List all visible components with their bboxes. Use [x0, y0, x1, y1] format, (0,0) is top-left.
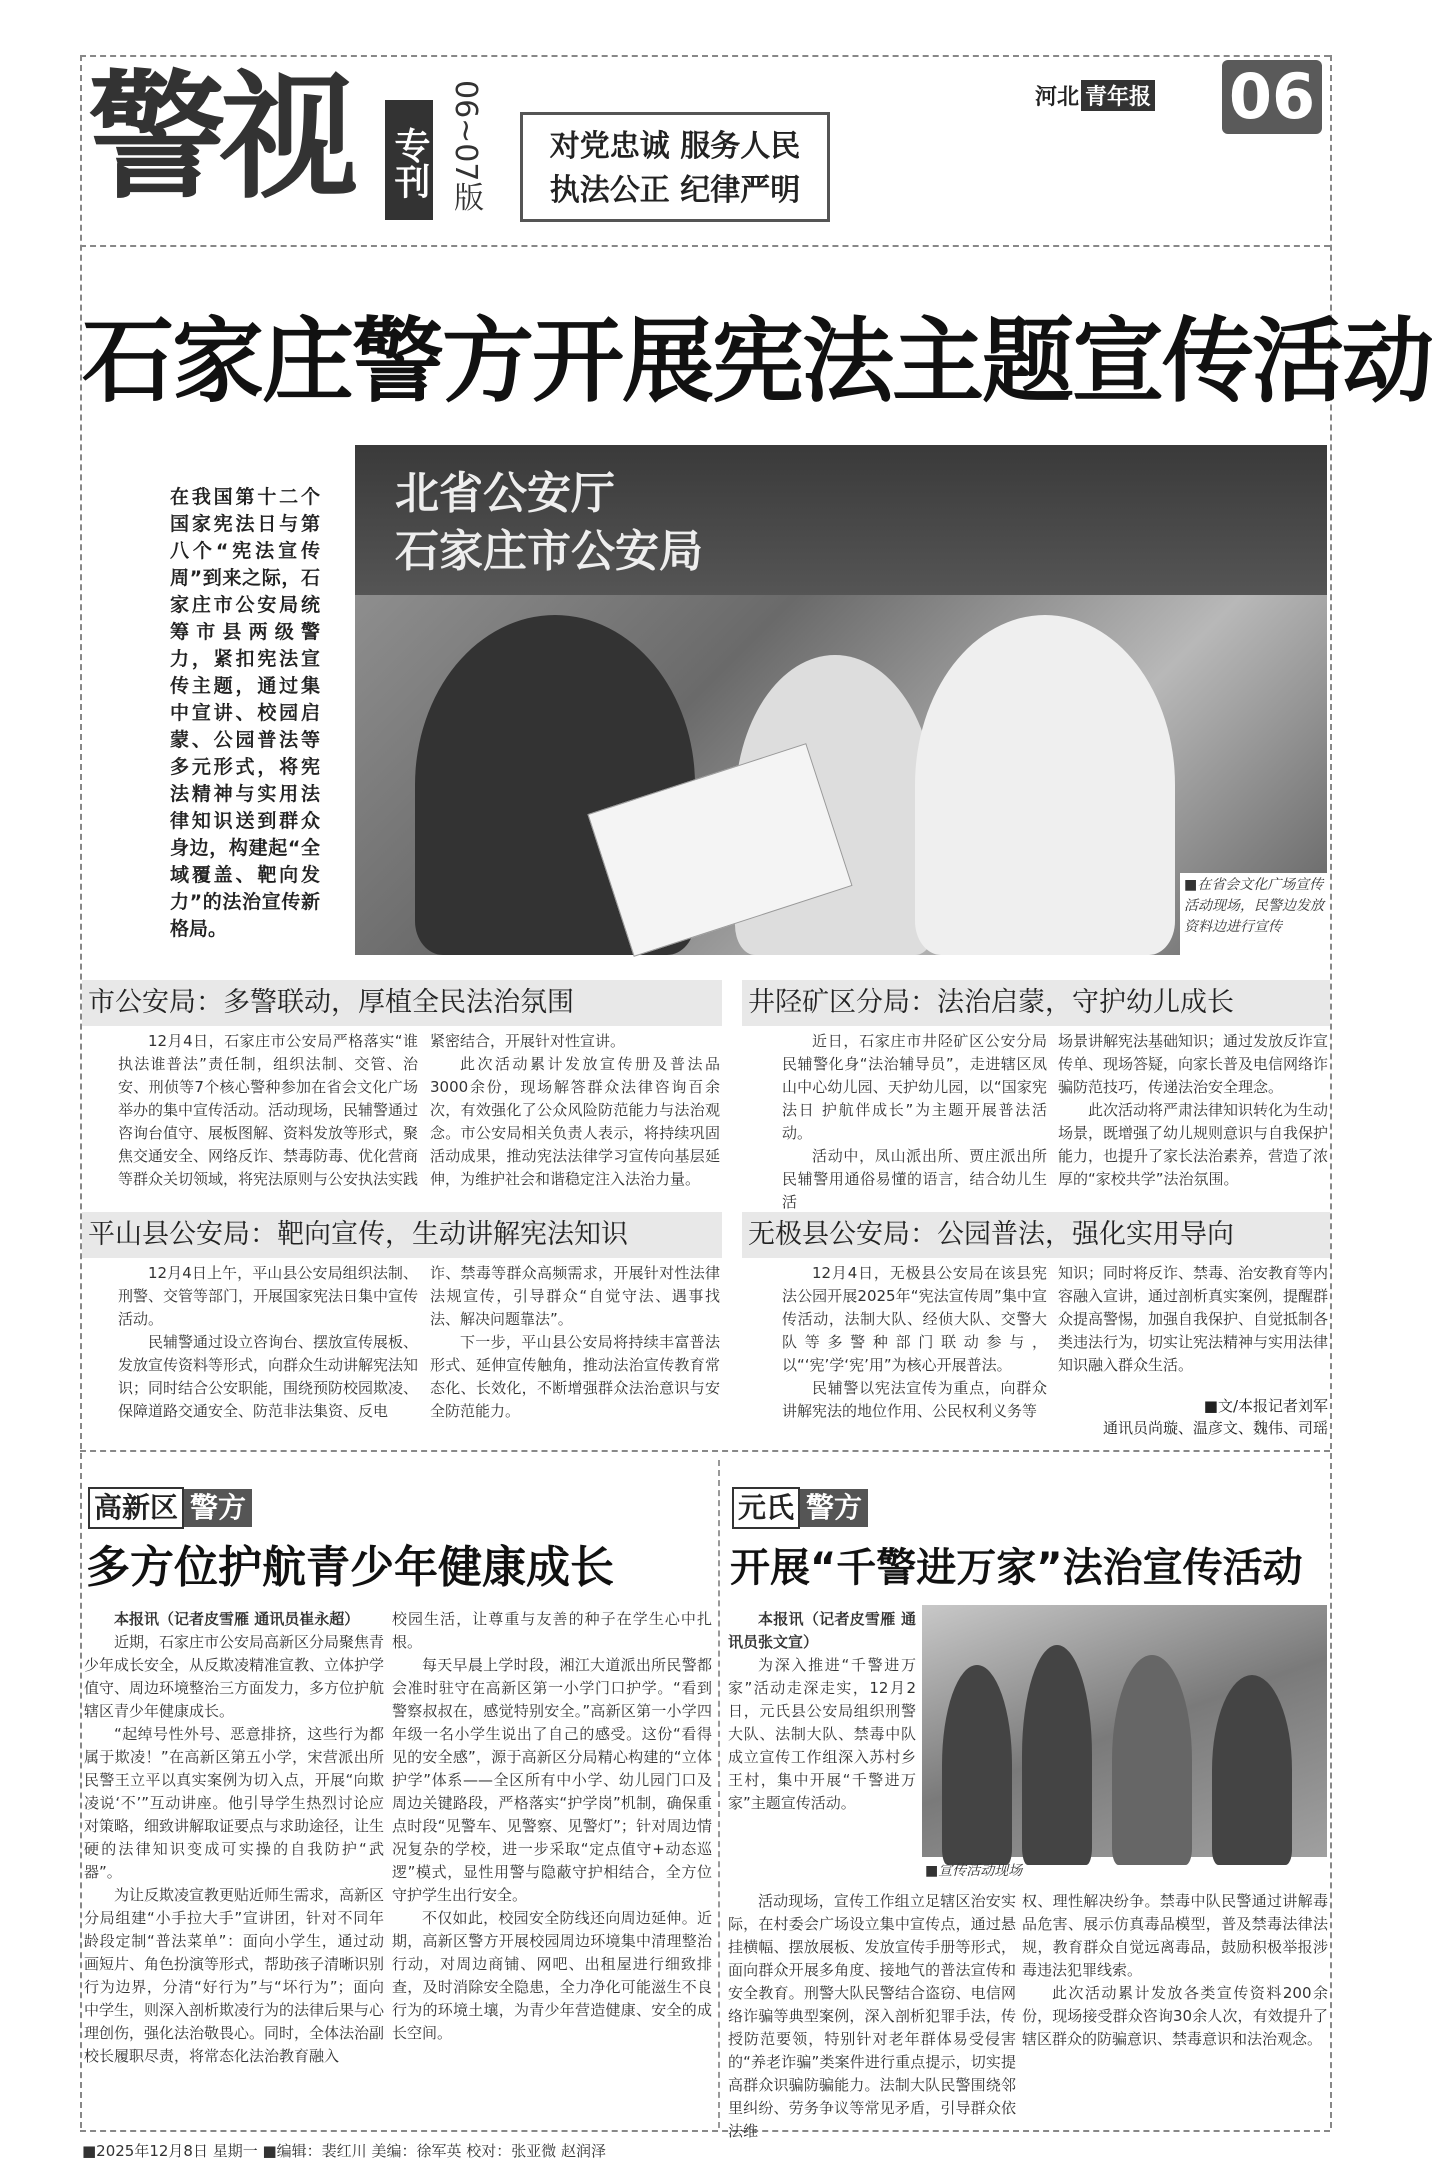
yuanshi-photo: [922, 1605, 1327, 1857]
section-pingshan-col-1: [118, 1262, 418, 1440]
tag-gaoxin: [88, 1487, 252, 1525]
paragraph: 民辅警通过设立咨询台、摆放宣传展板、发放宣传资料等形式，向群众生动讲解宪法知识；同时结合公安职能，围绕预防校园欺凌、保障道路交通安全、防范非法集资、反电: [118, 1333, 419, 1420]
person-figure: [1212, 1675, 1292, 1865]
paragraph: 下一步，平山县公安局将持续丰富普法形式、延伸宣传触角，推动法治宣传教育常态化、长效化，不断增强群众法治意识与安全防范能力。: [430, 1333, 720, 1420]
paragraph: 诈、禁毒等群众高频需求，开展针对性法律法规宣传，引导群众“自觉守法、遇事找法、解决问题靠法”。: [430, 1264, 720, 1328]
paragraph: 活动现场，宣传工作组立足辖区治安实际，在村委会广场设立集中宣传点，通过悬挂横幅、摆放展板、发放宣传手册等形式，面向群众开展多角度、接地气的普法宣传和安全教育。刑警大队民警结合盗窃、电信网络诈骗等典型案例，深入剖析犯罪手法，传授防范要领，特别针对老年群体易受侵害的“养老诈骗”类案件进行重点提示，切实提高群众识骗防骗能力。法制大队民警围绕邻里纠纷、劳务争议等常见矛盾，引导群众依法维: [728, 1892, 1016, 2140]
paragraph: 此次活动累计发放宣传册及普法品3000余份，现场解答群众法律咨询百余次，有效强化了公众风险防范能力与法治观念。市公安局相关负责人表示，将持续巩固活动成果，推动宪法法律学习宣传向基层延伸，为维护社会和谐稳定注入法治力量。: [430, 1055, 720, 1188]
page-footer: ■2025年12月8日 星期一 ■编辑：裴红川 美编：徐军英 校对：张亚微 赵润泽: [82, 2142, 606, 2160]
edition-pages: 06~07版: [448, 80, 483, 212]
paragraph: 校园生活，让尊重与友善的种子在学生心中扎根。: [392, 1610, 712, 1651]
yuanshi-headline: 开展“千警进万家”法治宣传活动: [730, 1545, 1303, 1591]
paragraph: 每天早晨上学时段，湘江大道派出所民警都会准时驻守在高新区第一小学门口护学。“看到警察叔叔在，感觉特别安全。”高新区第一小学四年级一名小学生说出了自己的感受。这份“看得见的安全感”，源于高新区分局精心构建的“立体护学”体系——全区所有中小学、幼儿园门口及周边关键路段，严格落实“护学岗”机制，确保重点时段“见警车、见警察、见警灯”；针对周边情况复杂的学校，进一步采取“定点值守+动态巡逻”模式，显性用警与隐蔽守护相结合，全方位守护学生出行安全。: [392, 1656, 712, 1904]
main-headline: 石家庄警方开展宪法主题宣传活动: [82, 308, 1432, 415]
section-pingshan-col-2: [430, 1262, 720, 1440]
paragraph: 权、理性解决纷争。禁毒中队民警通过讲解毒品危害、展示仿真毒品模型，普及禁毒法律法规，教育群众自觉远离毒品，鼓励积极举报涉毒违法犯罪线索。: [1022, 1892, 1328, 1979]
section-title-jingxing: 井陉矿区分局：法治启蒙，守护幼儿成长: [742, 980, 1330, 1026]
section-city-col-2: [430, 1030, 720, 1208]
footer-divider: [80, 2130, 1330, 2132]
zhuankan-label: 专刊: [385, 100, 433, 220]
paragraph: 场景讲解宪法基础知识；通过发放反诈宣传单、现场答疑，向家长普及电信网络诈骗防范技巧，传递法治安全理念。: [1058, 1032, 1329, 1096]
newspaper-logo: [1035, 80, 1185, 120]
logo-name: 青年报: [1081, 80, 1155, 111]
tag-region: 高新区: [88, 1487, 184, 1529]
section-jingxing-col-2: [1058, 1030, 1328, 1208]
paragraph: 近日，石家庄市井陉矿区公安分局民辅警化身“法治辅导员”，走进辖区凤山中心幼儿园、天护幼儿园，以“国家宪法日 护航伴成长”为主题开展普法活动。: [782, 1032, 1047, 1142]
slogan-line-1: 对党忠诚 服务人民: [549, 129, 801, 164]
paragraph: 为深入推进“千警进万家”活动走深走实，12月2日，元氏县公安局组织刑警大队、法制大队、禁毒中队成立宣传工作组深入苏村乡王村，集中开展“千警进万家”主题宣传活动。: [728, 1656, 916, 1812]
paragraph: 民辅警以宪法宣传为重点，向群众讲解宪法的地位作用、公民权利义务等: [782, 1379, 1047, 1420]
citizen-figure: [915, 615, 1175, 955]
section-title-wuji: 无极县公安局：公园普法，强化实用导向: [742, 1212, 1330, 1258]
paragraph: 此次活动累计发放各类宣传资料200余份，现场接受群众咨询30余人次，有效提升了辖区群众的防骗意识、禁毒意识和法治观念。: [1022, 1984, 1328, 2048]
paragraph: 活动中，凤山派出所、贾庄派出所民辅警用通俗易懂的语言，结合幼儿生活: [782, 1147, 1047, 1211]
paragraph: 为让反欺凌宣教更贴近师生需求，高新区分局组建“小手拉大手”宣讲团，针对不同年龄段定制“普法菜单”：面向小学生，通过动画短片、角色扮演等形式，帮助孩子清晰识别行为边界，分清“好行为”与“坏行为”；面向中学生，则深入剖析欺凌行为的法律后果与心理创伤，强化法治敬畏心。同时，全体法治副校长履职尽责，将常态化法治教育融入: [84, 1886, 385, 2065]
tag-region: 元氏: [732, 1487, 800, 1529]
column-divider: [718, 1460, 720, 2128]
yuanshi-col-2: [1022, 1890, 1328, 2128]
byline-reporter: ■文/本报记者刘军: [1203, 1397, 1328, 1415]
masthead-title: 警视: [88, 57, 353, 218]
section-city-col-1: [118, 1030, 418, 1208]
bottom-section-divider: [80, 1450, 1330, 1452]
paragraph: 知识；同时将反诈、禁毒、治安教育等内容融入宣讲，通过剖析真实案例，提醒群众提高警惕，加强自我保护、自觉抵制各类违法行为，切实让宪法精神与实用法律知识融入群众生活。: [1058, 1264, 1329, 1374]
section-title-pingshan: 平山县公安局：靶向宣传，生动讲解宪法知识: [82, 1212, 722, 1258]
yuanshi-photo-caption: ■宣传活动现场: [925, 1863, 1023, 1879]
tag-police: 警方: [184, 1489, 252, 1527]
section-wuji-col-1: [782, 1262, 1047, 1440]
paragraph: 紧密结合，开展针对性宣讲。: [430, 1032, 626, 1050]
person-figure: [1112, 1655, 1192, 1865]
intro-paragraph: 在我国第十二个国家宪法日与第八个“宪法宣传周”到来之际，石家庄市公安局统筹市县两级警力，紧扣宪法宣传主题，通过集中宣讲、校园启蒙、公园普法等多元形式，将宪法精神与实用法律知识送到群众身边，构建起“全域覆盖、靶向发力”的法治宣传新格局。: [170, 486, 320, 940]
tag-police: 警方: [800, 1489, 868, 1527]
paragraph: 12月4日上午，平山县公安局组织法制、刑警、交管等部门，开展国家宪法日集中宣传活动。: [118, 1264, 419, 1328]
dateline: 本报讯（记者皮雪雁 通讯员崔永超）: [114, 1610, 360, 1628]
paragraph: 12月4日，无极县公安局在该县宪法公园开展2025年“宪法宣传周”集中宣传活动，法制大队、经侦大队、交警大队等多警种部门联动参与，以“‘宪’学‘宪’用”为核心开展普法。: [782, 1264, 1047, 1374]
yuanshi-col-1-top: [728, 1608, 916, 1888]
yuanshi-col-1-bottom: [728, 1890, 1016, 2140]
paragraph: 近期，石家庄市公安局高新区分局聚焦青少年成长安全，从反欺凌精准宣教、立体护学值守、周边环境整治三方面发力，多方位护航辖区青少年健康成长。: [84, 1633, 385, 1720]
slogan-line-2: 执法公正 纪律严明: [549, 173, 801, 208]
photo-banner: 北省公安厅 石家庄市公安局: [355, 445, 1327, 595]
main-photo-caption: ■在省会文化广场宣传活动现场，民警边发放资料边进行宣传: [1180, 873, 1330, 958]
tag-yuanshi: [732, 1487, 868, 1525]
person-figure: [942, 1665, 1012, 1865]
section-jingxing-col-1: [782, 1030, 1047, 1211]
paragraph: 12月4日，石家庄市公安局严格落实“谁执法谁普法”责任制，组织法制、交管、治安、刑侦等7个核心警种参加在省会文化广场举办的集中宣传活动。活动现场，民辅警通过咨询台值守、展板图解、资料发放等形式，聚焦交通安全、网络反诈、禁毒防毒、优化营商等群众关切领域，将宪法原则与公安执法实践: [118, 1032, 419, 1188]
paragraph: 此次活动将严肃法律知识转化为生动场景，既增强了幼儿规则意识与自我保护能力，也提升了家长法治素养，营造了浓厚的“家校共学”法治氛围。: [1058, 1101, 1329, 1188]
person-figure: [1022, 1645, 1092, 1865]
logo-region: 河北: [1035, 85, 1080, 110]
gaoxin-headline: 多方位护航青少年健康成长: [86, 1542, 614, 1593]
masthead-divider: [80, 245, 1330, 247]
gaoxin-col-1: [84, 1608, 384, 2128]
paragraph: 不仅如此，校园安全防线还向周边延伸。近期，高新区警方开展校园周边环境集中清理整治行动，对周边商铺、网吧、出租屋进行细致排查，及时消除安全隐患，全力净化可能滋生不良行为的环境土壤，为青少年营造健康、安全的成长空间。: [392, 1909, 712, 2042]
byline: [1058, 1395, 1328, 1439]
dateline: 本报讯（记者皮雪雁 通讯员张文宣）: [728, 1610, 916, 1651]
page-number: 06: [1222, 60, 1322, 134]
section-title-city: 市公安局：多警联动，厚植全民法治氛围: [82, 980, 722, 1026]
section-wuji-col-2: [1058, 1262, 1328, 1394]
slogan-box: [520, 112, 830, 222]
paragraph: “起绰号性外号、恶意排挤，这些行为都属于欺凌！”在高新区第五小学，宋营派出所民警王立平以真实案例为切入点，开展“向欺凌说‘不’”互动讲座。他引导学生热烈讨论应对策略，细致讲解取证要点与求助途径，让生硬的法律知识变成可实操的自我防护“武器”。: [84, 1725, 385, 1881]
byline-correspondents: 通讯员尚璇、温彦文、魏伟、司瑶: [1102, 1419, 1328, 1437]
gaoxin-col-2: [392, 1608, 712, 2128]
